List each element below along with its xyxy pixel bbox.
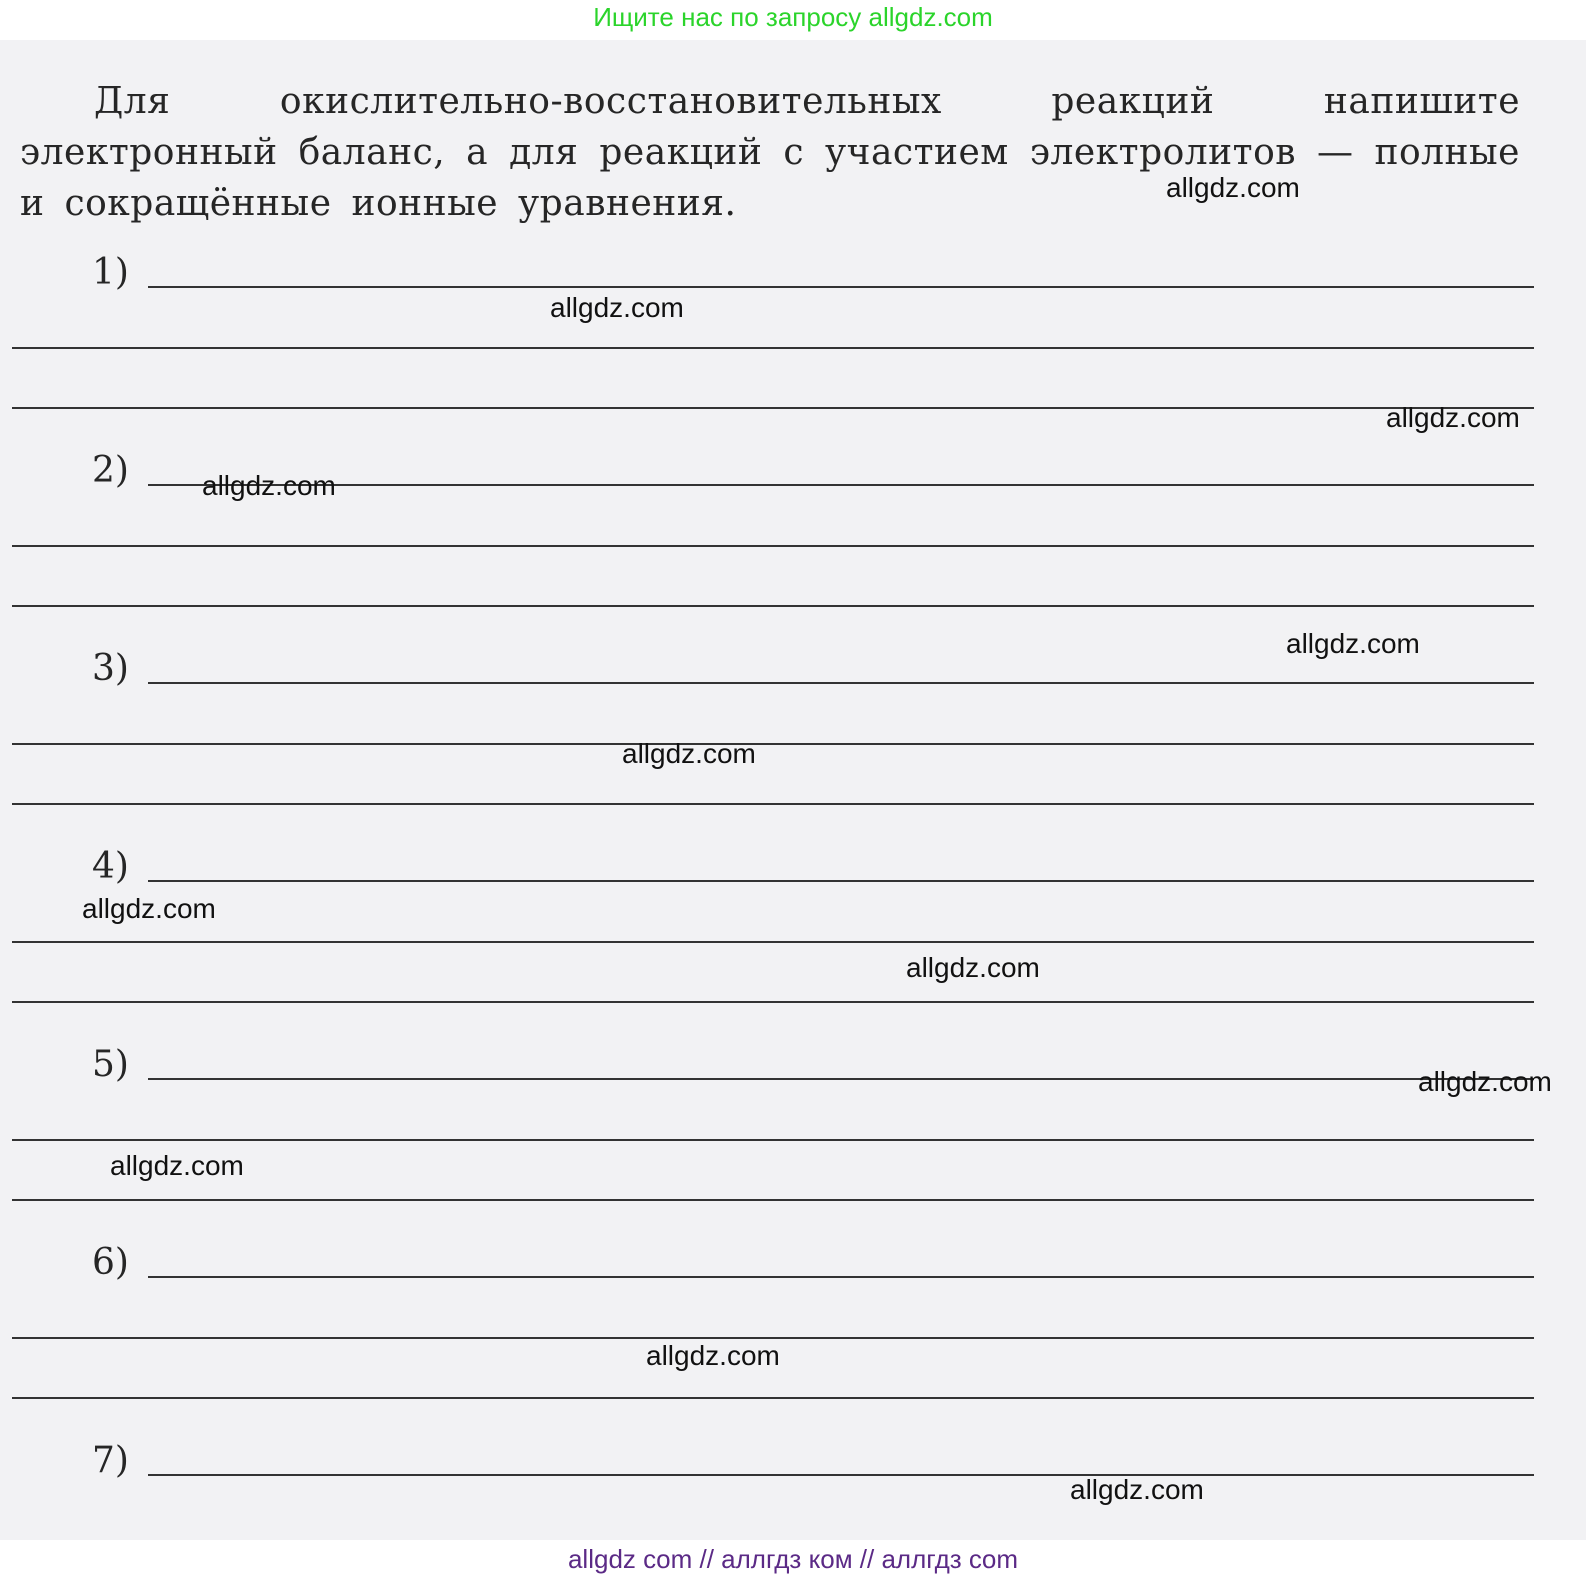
task-number-1: 1) (92, 252, 129, 293)
watermark: allgdz.com (110, 1150, 244, 1181)
answer-line[interactable] (12, 1397, 1534, 1399)
answer-line[interactable] (148, 1474, 1534, 1476)
footer-banner[interactable]: allgdz com // аллгдз ком // аллгдз com (567, 1544, 1019, 1574)
watermark: allgdz.com (1166, 172, 1300, 203)
task-number-5: 5) (92, 1044, 129, 1085)
watermark: allgdz.com (1286, 628, 1420, 659)
answer-line[interactable] (12, 1139, 1534, 1141)
answer-line[interactable] (12, 803, 1534, 805)
watermark: allgdz.com (202, 470, 336, 501)
answer-line[interactable] (148, 682, 1534, 684)
answer-line[interactable] (12, 1199, 1534, 1201)
answer-line[interactable] (12, 1001, 1534, 1003)
answer-line[interactable] (12, 347, 1534, 349)
instructions-text: Для окислительно-восстановительных реакций напишите электронный баланс, а для реакций с участием электролитов — полные и сокращённые ионные уравнения. (20, 81, 1520, 224)
answer-line[interactable] (12, 941, 1534, 943)
task-number-6: 6) (92, 1242, 129, 1283)
watermark: allgdz.com (646, 1340, 780, 1371)
task-number-2: 2) (92, 450, 129, 491)
watermark: allgdz.com (82, 893, 216, 924)
watermark: allgdz.com (906, 952, 1040, 983)
answer-line[interactable] (148, 484, 1534, 486)
answer-line[interactable] (148, 1276, 1534, 1278)
answer-line[interactable] (12, 407, 1534, 409)
watermark: allgdz.com (550, 292, 684, 323)
watermark: allgdz.com (1418, 1066, 1552, 1097)
watermark: allgdz.com (1386, 402, 1520, 433)
answer-line[interactable] (148, 286, 1534, 288)
answer-line[interactable] (12, 1337, 1534, 1339)
answer-line[interactable] (12, 545, 1534, 547)
answer-line[interactable] (148, 880, 1534, 882)
answer-line[interactable] (12, 605, 1534, 607)
task-number-7: 7) (92, 1440, 129, 1481)
task-number-4: 4) (92, 846, 129, 887)
watermark: allgdz.com (622, 738, 756, 769)
task-number-3: 3) (92, 648, 129, 689)
answer-line[interactable] (148, 1078, 1534, 1080)
workbook-page-scan (0, 40, 1586, 1540)
exercise-instructions (20, 76, 1520, 229)
watermark: allgdz.com (1070, 1474, 1204, 1505)
answer-line[interactable] (12, 743, 1534, 745)
top-banner[interactable]: Ищите нас по запросу allgdz.com (593, 2, 993, 32)
